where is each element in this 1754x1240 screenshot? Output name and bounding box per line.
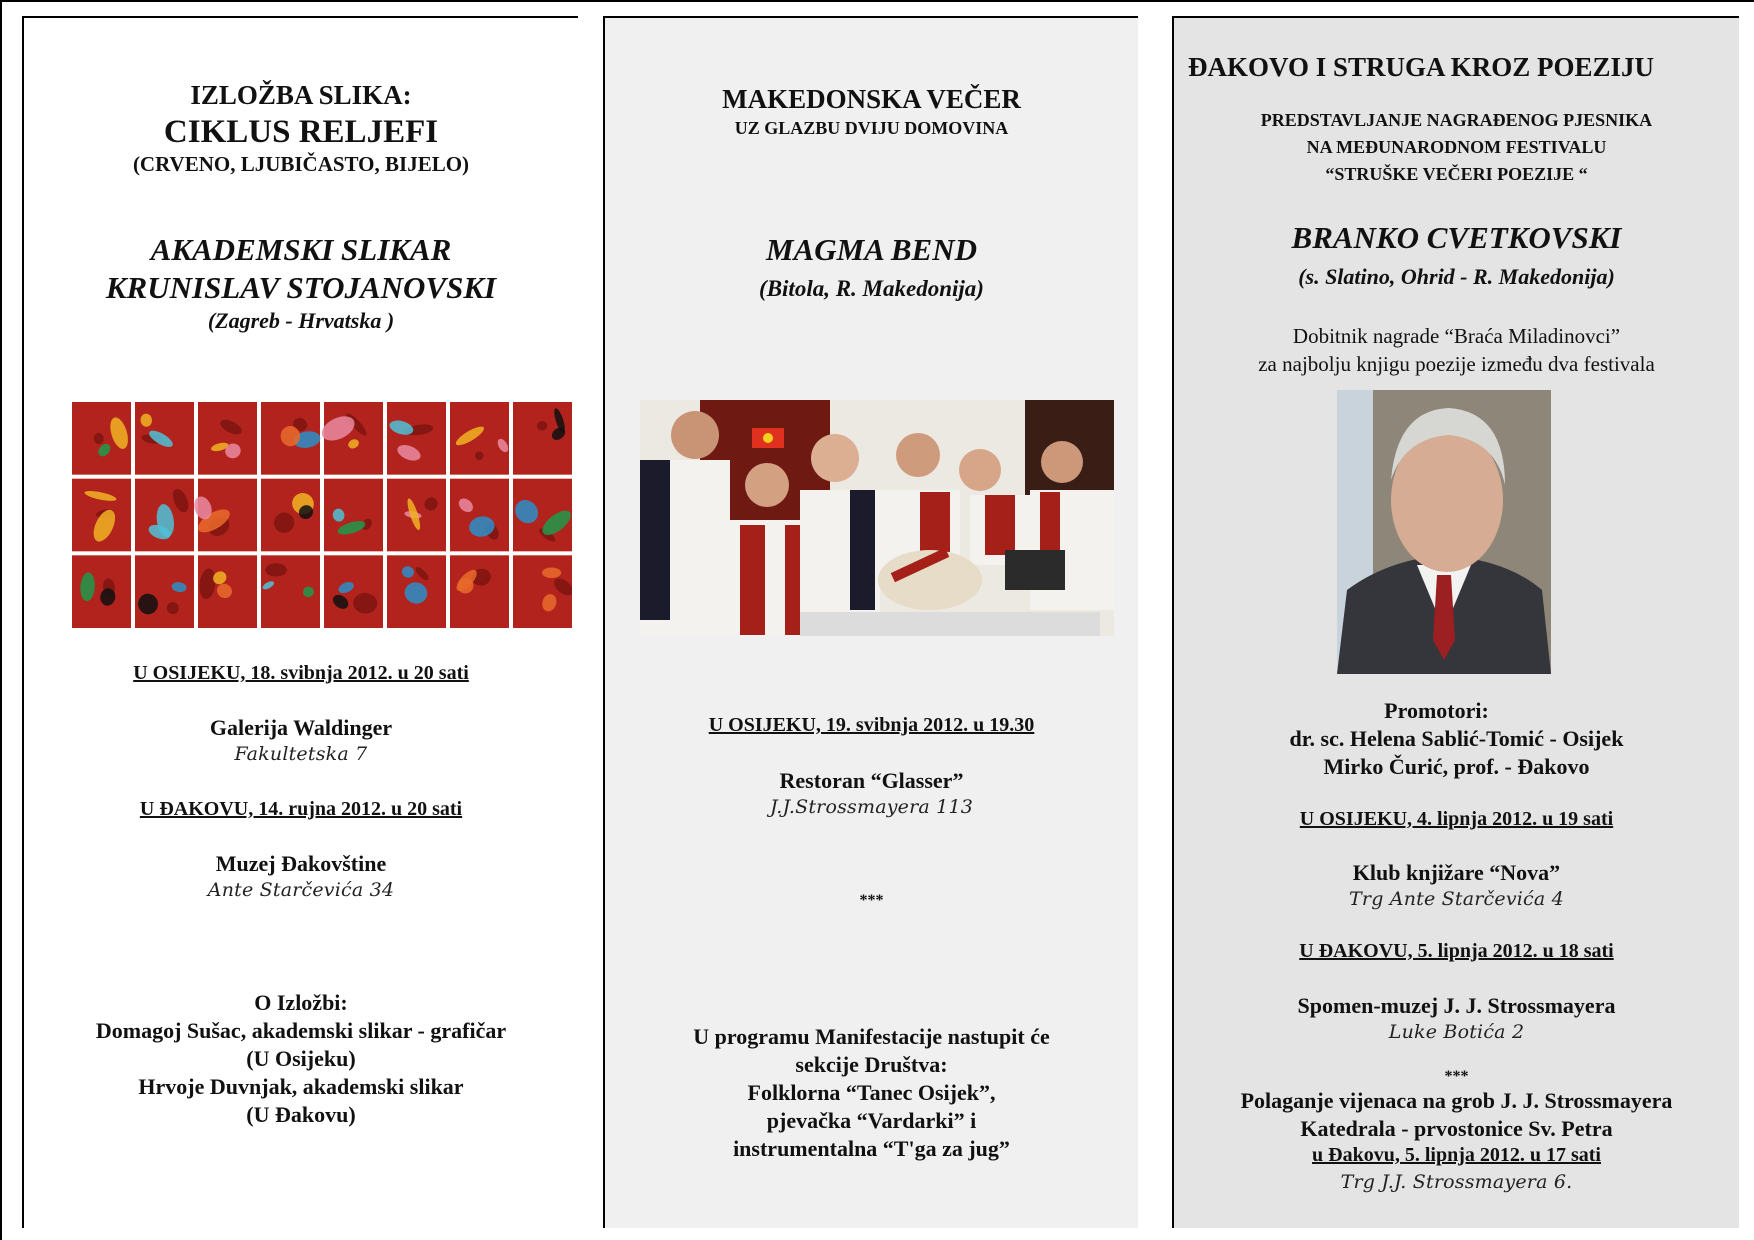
flag-sun: [763, 433, 773, 443]
exhibition-subtitle: (CRVENO, LJUBIČASTO, BIJELO): [132, 152, 470, 176]
artist-line1: AKADEMSKI SLIKAR: [150, 232, 452, 267]
painting-tile: [450, 402, 510, 475]
poetry-event1-date: U OSIJEKU, 4. lipnja 2012. u 19 sati: [1299, 808, 1614, 830]
painting-tile: [72, 479, 131, 552]
wreath-line2: Katedrala - prvostonice Sv. Petra: [1300, 1116, 1613, 1141]
painting-tile: [261, 479, 320, 552]
poet-portrait: [1337, 390, 1551, 674]
macedonian-event-date: U OSIJEKU, 19. svibnja 2012. u 19.30: [708, 714, 1035, 736]
exhibition-event2-date: U ĐAKOVU, 14. rujna 2012. u 20 sati: [139, 798, 463, 820]
poet-origin: (s. Slatino, Ohrid - R. Makedonija): [1298, 264, 1615, 289]
painting-tile: [387, 479, 446, 552]
painting-tile: [318, 402, 383, 475]
poet-name: BRANKO CVETKOVSKI: [1291, 220, 1622, 255]
painting-tile: [511, 479, 572, 552]
painting-tile: [324, 555, 383, 628]
program-line: U programu Manifestacije nastupit će: [693, 1024, 1050, 1049]
painting-tile: [387, 402, 446, 475]
macedonian-venue: Restoran “Glasser”: [779, 768, 964, 793]
artist-origin: (Zagreb - Hrvatska ): [207, 308, 395, 333]
wreath-address: Trg J.J. Strossmayera 6.: [1340, 1171, 1573, 1193]
outer-frame-top: [0, 0, 1754, 2]
band-origin: (Bitola, R. Makedonija): [759, 276, 984, 301]
about-line: Hrvoje Duvnjak, akademski slikar: [138, 1074, 464, 1099]
artist-line2: KRUNISLAV STOJANOVSKI: [105, 270, 497, 305]
painting-tile: [72, 555, 131, 628]
painting-tile: [450, 479, 509, 552]
macedonian-address: J.J.Strossmayera 113: [769, 796, 974, 818]
band-photo: [640, 400, 1114, 636]
painting-tile: [513, 555, 572, 628]
award-line1: Dobitnik nagrade “Braća Miladinovci”: [1292, 324, 1621, 348]
program-line: Folklorna “Tanec Osijek”,: [747, 1080, 996, 1105]
exhibition-event1-address: Fakultetska 7: [234, 743, 368, 765]
exhibition-event1-date: U OSIJEKU, 18. svibnja 2012. u 20 sati: [133, 662, 469, 684]
painting-tile: [513, 402, 572, 475]
painting-tile: [261, 402, 322, 475]
painting-tile: [324, 479, 383, 552]
poetry-intro-line: “STRUŠKE VEČERI POEZIJE “: [1325, 164, 1588, 184]
exhibition-title-line1: IZLOŽBA SLIKA:: [190, 80, 412, 110]
painting-tile: [135, 479, 194, 552]
band-name: MAGMA BEND: [765, 232, 978, 267]
award-line2: za najbolju knjigu poezije između dva festivala: [1258, 352, 1655, 376]
poetry-title: ĐAKOVO I STRUGA KROZ POEZIJU: [1188, 52, 1655, 82]
poetry-event2-venue: Spomen-muzej J. J. Strossmayera: [1297, 993, 1616, 1018]
macedonian-title: MAKEDONSKA VEČER: [722, 84, 1021, 114]
about-line: Domagoj Sušac, akademski slikar - grafičar: [95, 1018, 507, 1043]
poetry-intro-line: NA MEĐUNARODNOM FESTIVALU: [1306, 137, 1607, 157]
keyboard: [800, 612, 1100, 636]
promoter-2: Mirko Čurić, prof. - Đakovo: [1323, 754, 1590, 779]
exhibition-event2-venue: Muzej Đakovštine: [215, 851, 387, 876]
wreath-line1: Polaganje vijenaca na grob J. J. Strossmayera: [1240, 1088, 1673, 1113]
about-line: (U Osijeku): [246, 1046, 356, 1071]
panel-poetry: [1172, 16, 1739, 1228]
exhibition-title-line2: CIKLUS RELJEFI: [163, 114, 439, 150]
about-heading: O Izložbi:: [254, 990, 348, 1015]
painting-grid-image: [72, 402, 572, 628]
promoters-heading: Promotori:: [1384, 698, 1489, 723]
painting-tile: [450, 555, 509, 628]
exhibition-event1-venue: Galerija Waldinger: [209, 715, 393, 740]
painting-tile: [198, 402, 257, 475]
poetry-event2-address: Luke Botića 2: [1388, 1021, 1525, 1043]
poetry-intro-line: PREDSTAVLJANJE NAGRAĐENOG PJESNIKA: [1260, 110, 1653, 130]
panel-exhibition: [22, 16, 578, 1228]
about-line: (U Đakovu): [246, 1102, 356, 1127]
poetry-event1-venue: Klub knjižare “Nova”: [1352, 860, 1561, 885]
separator: ***: [859, 892, 884, 909]
painting-tile: [135, 555, 194, 628]
exhibition-event2-address: Ante Starčevića 34: [207, 879, 395, 901]
separator: ***: [1444, 1068, 1469, 1085]
program-line: sekcije Društva:: [795, 1052, 948, 1077]
program-line: instrumentalna “T'ga za jug”: [733, 1136, 1010, 1161]
wreath-date: u Đakovu, 5. lipnja 2012. u 17 sati: [1312, 1144, 1601, 1166]
panel-macedonian-evening: [603, 16, 1138, 1228]
painting-tile: [191, 479, 257, 552]
painting-tile: [387, 555, 446, 628]
program-line: pjevačka “Vardarki” i: [766, 1108, 977, 1133]
painting-tile: [72, 402, 131, 475]
macedonian-subtitle: UZ GLAZBU DVIJU DOMOVINA: [734, 118, 1009, 138]
poetry-event2-date: U ĐAKOVU, 5. lipnja 2012. u 18 sati: [1299, 940, 1614, 962]
accordion: [1005, 550, 1065, 590]
painting-tile: [261, 555, 320, 628]
painting-tile: [135, 402, 194, 475]
poetry-event1-address: Trg Ante Starčevića 4: [1349, 888, 1564, 910]
promoter-1: dr. sc. Helena Sablić-Tomić - Osijek: [1289, 726, 1624, 751]
painting-tile: [198, 555, 257, 628]
outer-frame-left: [0, 0, 2, 1240]
